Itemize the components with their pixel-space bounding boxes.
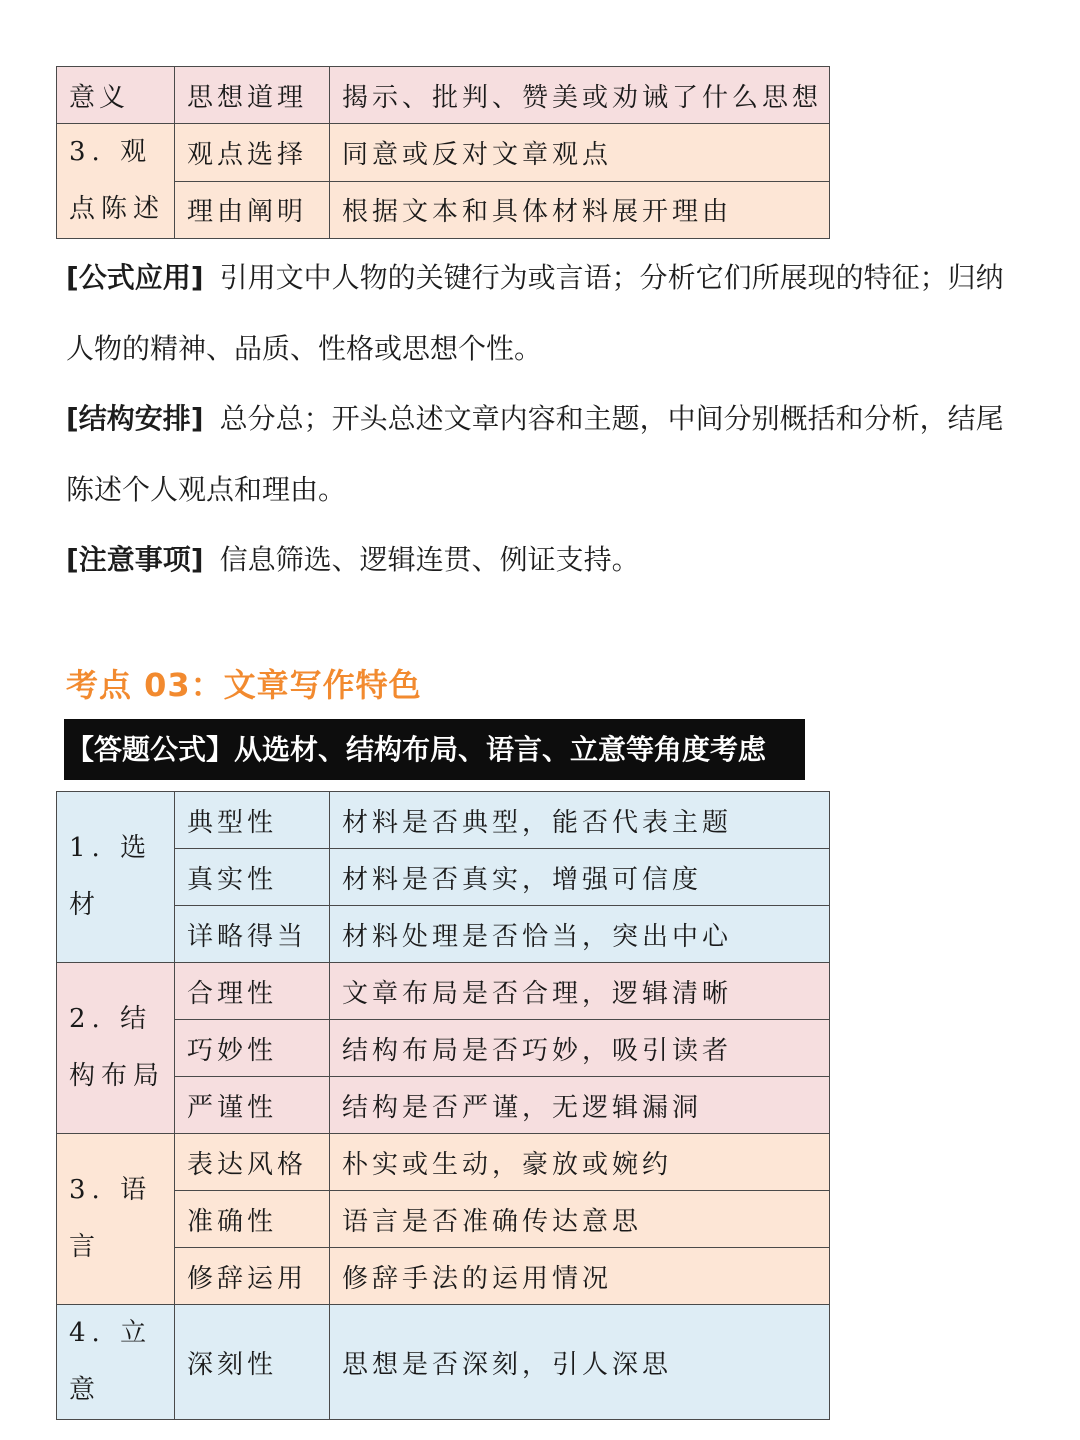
table-cell-description: 同意或反对文章观点 bbox=[330, 124, 830, 182]
table-cell-aspect: 修辞运用 bbox=[175, 1248, 330, 1305]
table-cell-aspect: 准确性 bbox=[175, 1191, 330, 1248]
formula-banner: 【答题公式】从选材、结构布局、语言、立意等角度考虑 bbox=[64, 719, 805, 780]
table-cell-description: 修辞手法的运用情况 bbox=[330, 1248, 830, 1305]
table-cell-aspect: 合理性 bbox=[175, 963, 330, 1020]
table-cell-category: 4. 立意 bbox=[57, 1305, 175, 1420]
table-cell-aspect: 表达风格 bbox=[175, 1134, 330, 1191]
table-cell-aspect: 典型性 bbox=[175, 792, 330, 849]
paragraph-tag: [结构安排] bbox=[66, 402, 204, 435]
table-cell-aspect: 严谨性 bbox=[175, 1077, 330, 1134]
table-cell-description: 朴实或生动，豪放或婉约 bbox=[330, 1134, 830, 1191]
table-cell-description: 文章布局是否合理，逻辑清晰 bbox=[330, 963, 830, 1020]
table-cell-description: 根据文本和具体材料展开理由 bbox=[330, 181, 830, 239]
table-row bbox=[57, 1134, 830, 1191]
table-row bbox=[57, 124, 830, 182]
paragraph-text: 引用文中人物的关键行为或言语；分析它们所展现的特征；归纳人物的精神、品质、性格或思想个性。 bbox=[66, 261, 1004, 365]
table-cell-description: 材料是否真实，增强可信度 bbox=[330, 849, 830, 906]
table-cell-aspect: 真实性 bbox=[175, 849, 330, 906]
table-row bbox=[57, 963, 830, 1020]
notes-paragraph bbox=[66, 524, 1016, 595]
table-cell-description: 材料是否典型，能否代表主题 bbox=[330, 792, 830, 849]
analysis-table-top bbox=[56, 66, 830, 239]
table-cell-aspect: 深刻性 bbox=[175, 1305, 330, 1420]
paragraph-text: 信息筛选、逻辑连贯、例证支持。 bbox=[219, 543, 640, 576]
paragraph-text: 总分总；开头总述文章内容和主题，中间分别概括和分析，结尾陈述个人观点和理由。 bbox=[66, 402, 1004, 506]
table-cell-category: 2. 结构布局 bbox=[57, 963, 175, 1134]
formula-application-paragraph bbox=[66, 242, 1016, 384]
table-cell-aspect: 巧妙性 bbox=[175, 1020, 330, 1077]
table-cell-aspect: 详略得当 bbox=[175, 906, 330, 963]
table-cell-aspect: 观点选择 bbox=[175, 124, 330, 182]
table-cell-description: 思想是否深刻，引人深思 bbox=[330, 1305, 830, 1420]
table-cell-aspect: 思想道理 bbox=[175, 67, 330, 124]
writing-features-table bbox=[56, 791, 830, 1420]
table-cell-category: 意义 bbox=[57, 67, 175, 124]
table-cell-category: 3. 语言 bbox=[57, 1134, 175, 1305]
table-row bbox=[57, 1305, 830, 1420]
table-cell-category: 1. 选材 bbox=[57, 792, 175, 963]
table-cell-description: 材料处理是否恰当，突出中心 bbox=[330, 906, 830, 963]
table-row bbox=[57, 67, 830, 124]
table-cell-description: 结构是否严谨，无逻辑漏洞 bbox=[330, 1077, 830, 1134]
paragraph-tag: [公式应用] bbox=[66, 261, 204, 294]
table-cell-aspect: 理由阐明 bbox=[175, 181, 330, 239]
table-cell-description: 揭示、批判、赞美或劝诫了什么思想 bbox=[330, 67, 830, 124]
table-cell-category: 3. 观点陈述 bbox=[57, 124, 175, 239]
table-cell-description: 语言是否准确传达意思 bbox=[330, 1191, 830, 1248]
structure-paragraph bbox=[66, 383, 1016, 525]
section-heading: 考点 03：文章写作特色 bbox=[66, 666, 422, 704]
paragraph-tag: [注意事项] bbox=[66, 543, 204, 576]
table-row bbox=[57, 792, 830, 849]
table-cell-description: 结构布局是否巧妙，吸引读者 bbox=[330, 1020, 830, 1077]
